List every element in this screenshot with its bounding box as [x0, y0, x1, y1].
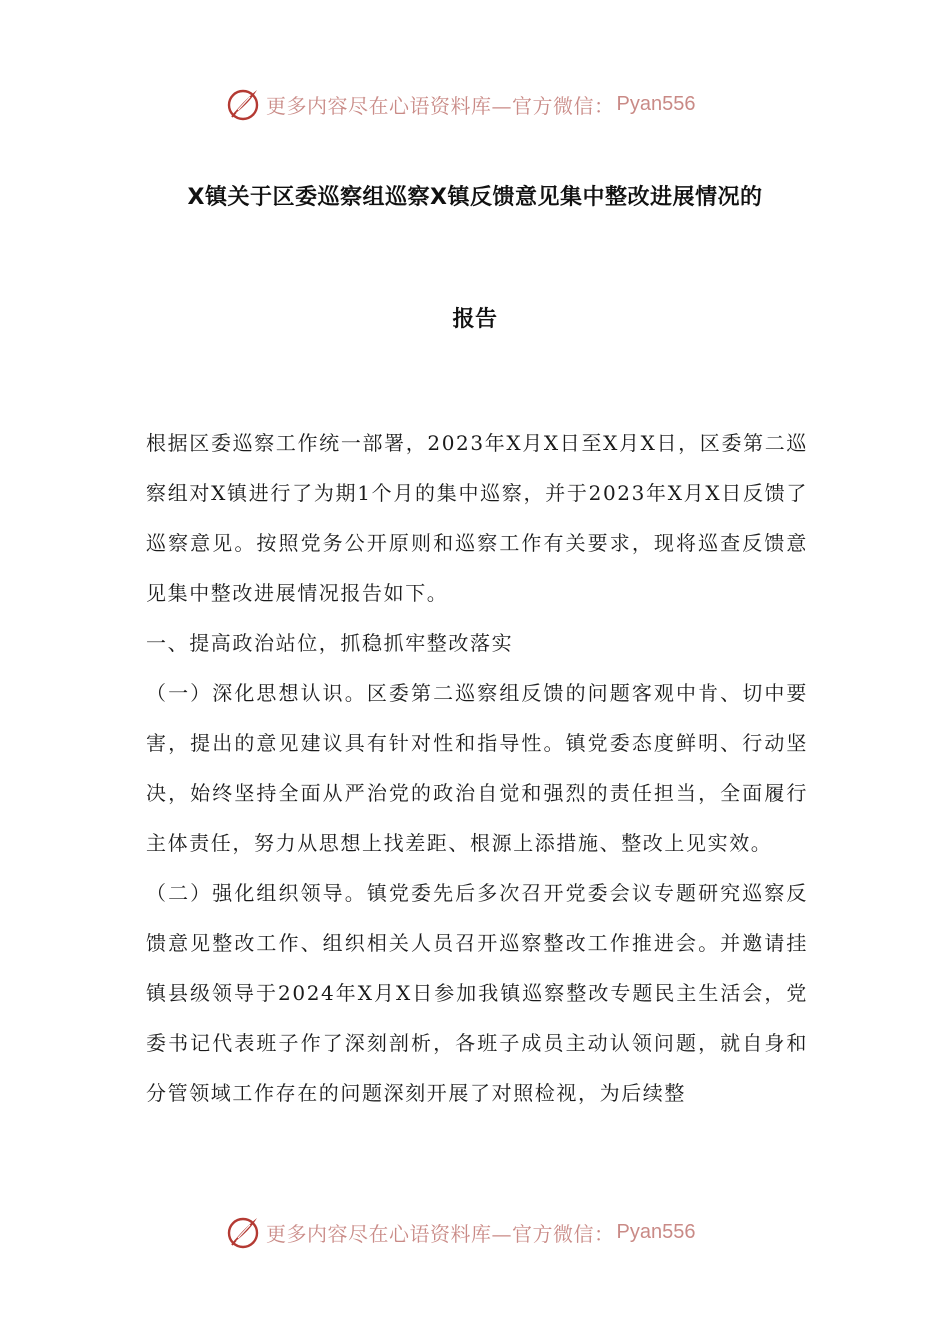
paragraph-subsection-1: （一）深化思想认识。区委第二巡察组反馈的问题客观中肯、切中要害，提出的意见建议具有针对性和指导性。镇党委态度鲜明、行动坚决，始终坚持全面从严治党的政治自觉和强烈的责任担当，全面履行主体责任，努力从思想上找差距、根源上添措施、整改上见实效。	[146, 681, 808, 855]
watermark-text: 更多内容尽在心语资料库—官方微信：	[266, 93, 615, 118]
paragraph-intro: 根据区委巡察工作统一部署，2023年X月X日至X月X日，区委第二巡察组对X镇进行了为期1个月的集中巡察，并于2023年X月X日反馈了巡察意见。按照党务公开原则和巡察工作有关要求，现将巡查反馈意见集中整改进展情况报告如下。	[146, 431, 808, 605]
watermark-footer	[226, 1212, 695, 1252]
watermark-text: 更多内容尽在心语资料库—官方微信：	[266, 1221, 615, 1246]
document-body	[146, 418, 808, 1118]
watermark-header	[226, 84, 695, 124]
section-heading-1: 一、提高政治站位，抓稳抓牢整改落实	[146, 631, 514, 655]
quill-logo-icon	[226, 1214, 262, 1250]
quill-logo-icon	[226, 86, 262, 122]
document-title-continued: 报告	[452, 307, 498, 332]
watermark-wechat-id: Pyan556	[616, 1220, 696, 1243]
document-title: X镇关于区委巡察组巡察X镇反馈意见集中整改进展情况的	[187, 185, 763, 210]
paragraph-subsection-2: （二）强化组织领导。镇党委先后多次召开党委会议专题研究巡察反馈意见整改工作、组织相关人员召开巡察整改工作推进会。并邀请挂镇县级领导于2024年X月X日参加我镇巡察整改专题民主生活会，党委书记代表班子作了深刻剖析，各班子成员主动认领问题，就自身和分管领域工作存在的问题深刻开展了对照检视，为后续整	[146, 881, 808, 1105]
watermark-wechat-id: Pyan556	[616, 92, 696, 115]
